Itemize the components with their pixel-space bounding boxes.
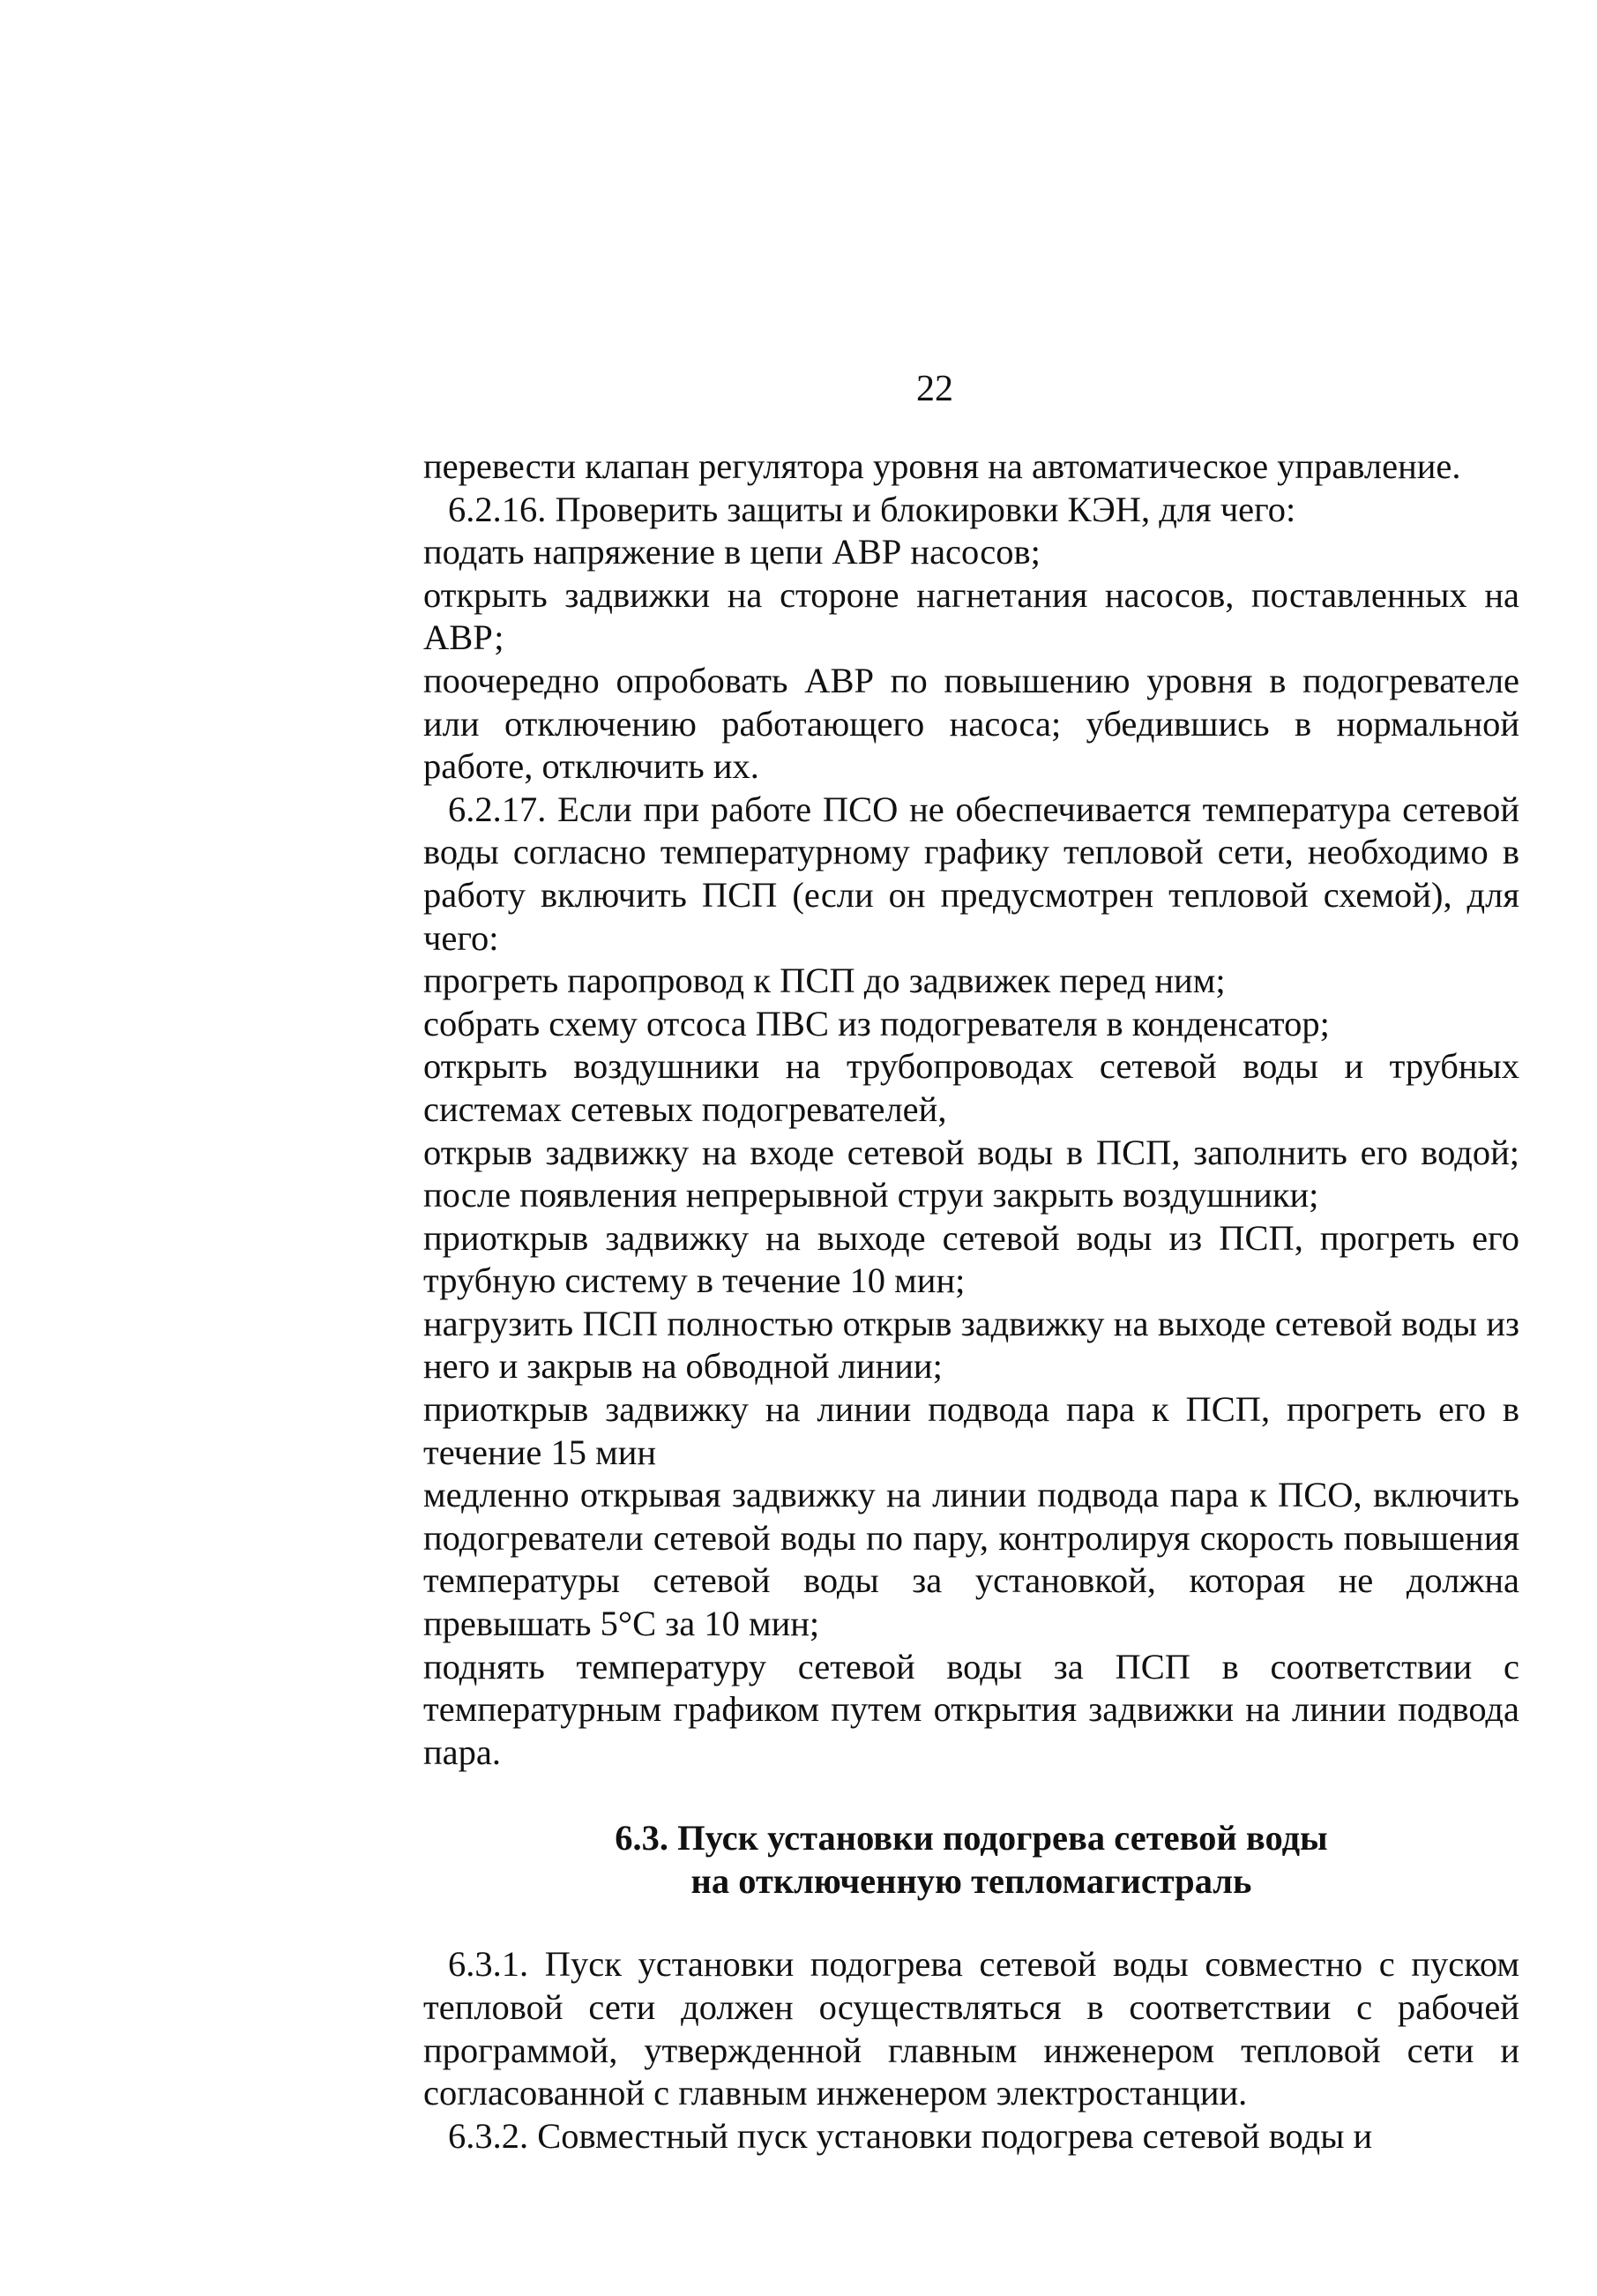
section-title-line-2: на отключенную тепломагистраль [690,1861,1252,1902]
paragraph: поднять температуру сетевой воды за ПСП в соответствии с температурным графиком путем открытия задвижки на линии подвода пара. [423,1646,1519,1772]
paragraph: перевести клапан регулятора уровня на автоматическое управление. [423,446,1461,486]
paragraph: 6.2.16. Проверить защиты и блокировки КЭН, для чего: [448,489,1296,529]
paragraph: нагрузить ПСП полностью открыв задвижку на выходе сетевой воды из него и закрыв на обводной линии; [423,1303,1519,1387]
section-title [423,1816,1519,1903]
paragraph: медленно открывая задвижку на линии подвода пара к ПСО, включить подогреватели сетевой воды по пару, контролируя скорость повышения температуры сетевой воды за установкой, которая не должна превышать 5°С за 10 мин; [423,1475,1519,1644]
paragraph: собрать схему отсоса ПВС из подогревателя в конденсатор; [423,1003,1330,1043]
paragraphs-after [423,1943,1519,2158]
paragraph: 6.3.1. Пуск установки подогрева сетевой воды совместно с пуском тепловой сети должен осуществляться в соответствии с рабочей программой, утвержденной главным инженером тепловой сети и согласованной с главным инженером электростанции. [423,1944,1519,2113]
paragraph: приоткрыв задвижку на выходе сетевой воды из ПСП, прогреть его трубную систему в течение 10 мин; [423,1217,1519,1301]
paragraph: поочередно опробовать АВР по повышению уровня в подогревателе или отключению работающего насоса; убедившись в нормальной работе, отключить их. [423,660,1519,787]
paragraphs-before [423,445,1519,1774]
paragraph: открыть задвижки на стороне нагнетания насосов, поставленных на АВР; [423,574,1519,658]
document-body [423,445,1519,2158]
paragraph: 6.2.17. Если при работе ПСО не обеспечивается температура сетевой воды согласно температурному графику тепловой сети, необходимо в работу включить ПСП (если он предусмотрен тепловой схемой), для чего: [423,789,1519,958]
paragraph: прогреть паропровод к ПСП до задвижек перед ним; [423,961,1226,1001]
section-title-line-1: 6.3. Пуск установки подогрева сетевой воды [615,1818,1328,1858]
paragraph: открыв задвижку на входе сетевой воды в ПСП, заполнить его водой; после появления непрерывной струи закрыть воздушники; [423,1132,1519,1215]
paragraph: 6.3.2. Совместный пуск установки подогрева сетевой воды и [448,2115,1373,2156]
paragraph: приоткрыв задвижку на линии подвода пара к ПСП, прогреть его в течение 15 мин [423,1389,1519,1472]
paragraph: открыть воздушники на трубопроводах сетевой воды и трубных системах сетевых подогревателей, [423,1046,1519,1129]
paragraph: подать напряжение в цепи АВР насосов; [423,532,1041,572]
page-number: 22 [916,369,953,409]
